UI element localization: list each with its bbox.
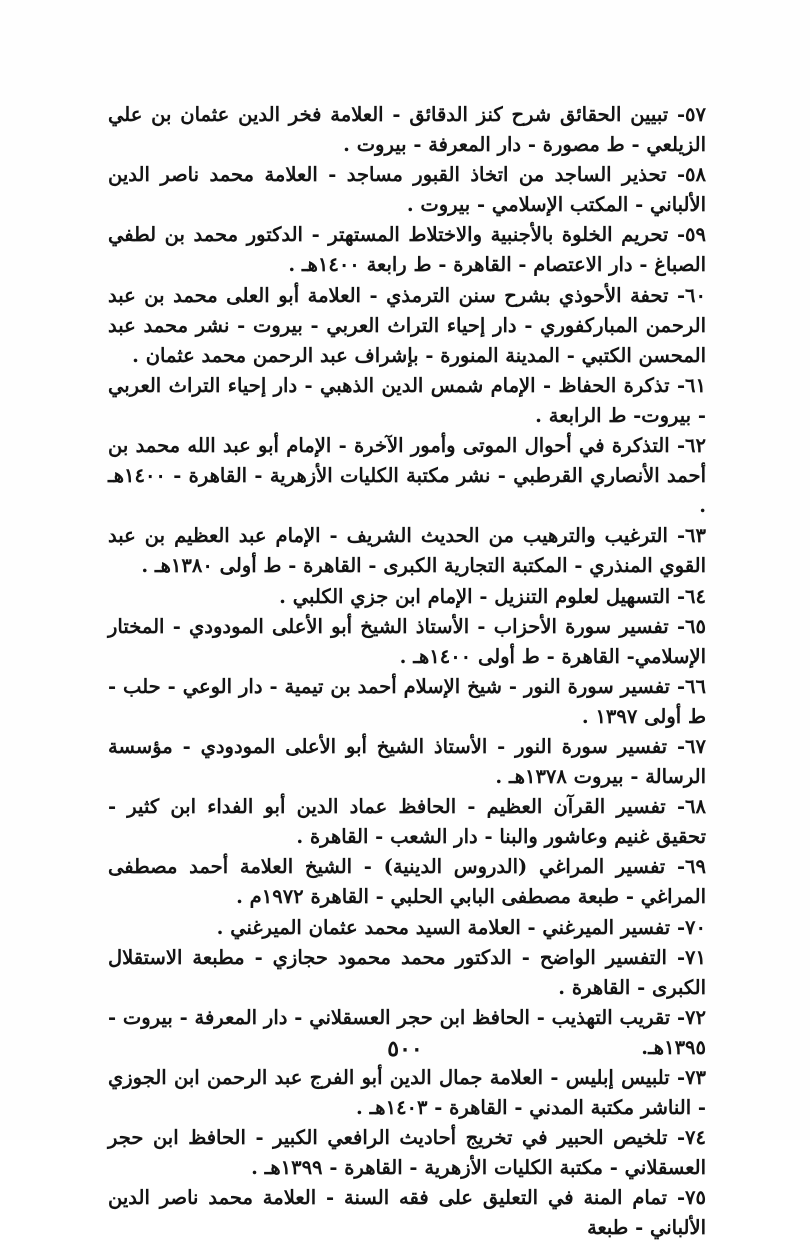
bibliography-entry-61: ٦١- تذكرة الحفاظ - الإمام شمس الدين الذهبي - دار إحياء التراث العربي - بيروت- ط الرابعة .	[108, 373, 706, 427]
bibliography-entry-67: ٦٧- تفسير سورة النور - الأستاذ الشيخ أبو الأعلى المودودي - مؤسسة الرسالة - بيروت ١٣٧٨هـ .	[108, 734, 706, 789]
bibliography-entry-72: ٧٢- تقريب التهذيب - الحافظ ابن حجر العسقلاني - دار المعرفة - بيروت - ١٣٩٥هـ.	[108, 1005, 706, 1059]
bibliography-entry-70: ٧٠- تفسير الميرغني - العلامة السيد محمد عثمان الميرغني .	[216, 915, 706, 939]
bibliography-entry-65: ٦٥- تفسير سورة الأحزاب - الأستاذ الشيخ أبو الأعلى المودودي - المختار الإسلامي- القاهرة - ط أولى ١٤٠٠هـ .	[108, 614, 706, 668]
bibliography-entry-73: ٧٣- تلبيس إبليس - العلامة جمال الدين أبو الفرج عبد الرحمن ابن الجوزي - الناشر مكتبة المدني - القاهرة - ١٤٠٣هـ .	[108, 1066, 706, 1120]
bibliography-entry-64: ٦٤- التسهيل لعلوم التنزيل - الإمام ابن جزي الكلبي .	[279, 584, 706, 608]
bibliography-entry-58: ٥٨- تحذير الساجد من اتخاذ القبور مساجد - العلامة محمد ناصر الدين الألباني - المكتب الإسلامي - بيروت .	[108, 163, 706, 217]
bibliography-entry-57: ٥٧- تبيين الحقائق شرح كنز الدقائق - العلامة فخر الدين عثمان بن علي الزيلعي - ط مصورة - دار المعرفة - بيروت .	[108, 103, 706, 157]
bibliography-entry-62: ٦٢- التذكرة في أحوال الموتى وأمور الآخرة - الإمام أبو عبد الله محمد بن أحمد الأنصاري القرطبي - نشر مكتبة الكليات الأزهرية - القاهرة - ١٤٠٠هـ .	[108, 434, 706, 518]
bibliography-entry-63: ٦٣- الترغيب والترهيب من الحديث الشريف - الإمام عبد العظيم بن عبد القوي المنذري - المكتبة التجارية الكبرى - القاهرة - ط أولى ١٣٨٠هـ .	[108, 524, 706, 578]
bibliography-entry-68: ٦٨- تفسير القرآن العظيم - الحافظ عماد الدين أبو الفداء ابن كثير - تحقيق غنيم وعاشور والبنا - دار الشعب - القاهرة .	[108, 795, 706, 849]
bibliography-entry-60: ٦٠- تحفة الأحوذي بشرح سنن الترمذي - العلامة أبو العلى محمد بن عبد الرحمن المباركفوري - دار إحياء التراث العربي - بيروت - نشر محمد عبد المحسن الكتبي - المدينة المنورة - بإشراف عبد الرحمن محمد عثمان .	[108, 283, 706, 367]
bibliography-entry-66: ٦٦- تفسير سورة النور - شيخ الإسلام أحمد بن تيمية - دار الوعي - حلب - ط أولى ١٣٩٧ .	[108, 674, 706, 728]
bibliography-entry-69: ٦٩- تفسير المراغي (الدروس الدينية) - الشيخ العلامة أحمد مصطفى المراغي - طبعة مصطفى البابي الحلبي - القاهرة ١٩٧٢م .	[108, 855, 706, 909]
bibliography-entry-74: ٧٤- تلخيص الحبير في تخريج أحاديث الرافعي الكبير - الحافظ ابن حجر العسقلاني - مكتبة الكليات الأزهرية - القاهرة - ١٣٩٩هـ .	[108, 1126, 706, 1180]
bibliography-entry-59: ٥٩- تحريم الخلوة بالأجنبية والاختلاط المستهتر - الدكتور محمد بن لطفي الصباغ - دار الاعتصام - القاهرة - ط رابعة ١٤٠٠هـ .	[108, 223, 706, 277]
page-number: ٥٠٠	[387, 1036, 423, 1062]
bibliography-list	[108, 100, 706, 1244]
bibliography-entry-71: ٧١- التفسير الواضح - الدكتور محمد محمود حجازي - مطبعة الاستقلال الكبرى - القاهرة .	[108, 945, 706, 999]
bibliography-entry-75: ٧٥- تمام المنة في التعليق على فقه السنة - العلامة محمد ناصر الدين الألباني - طبعة	[108, 1186, 706, 1240]
